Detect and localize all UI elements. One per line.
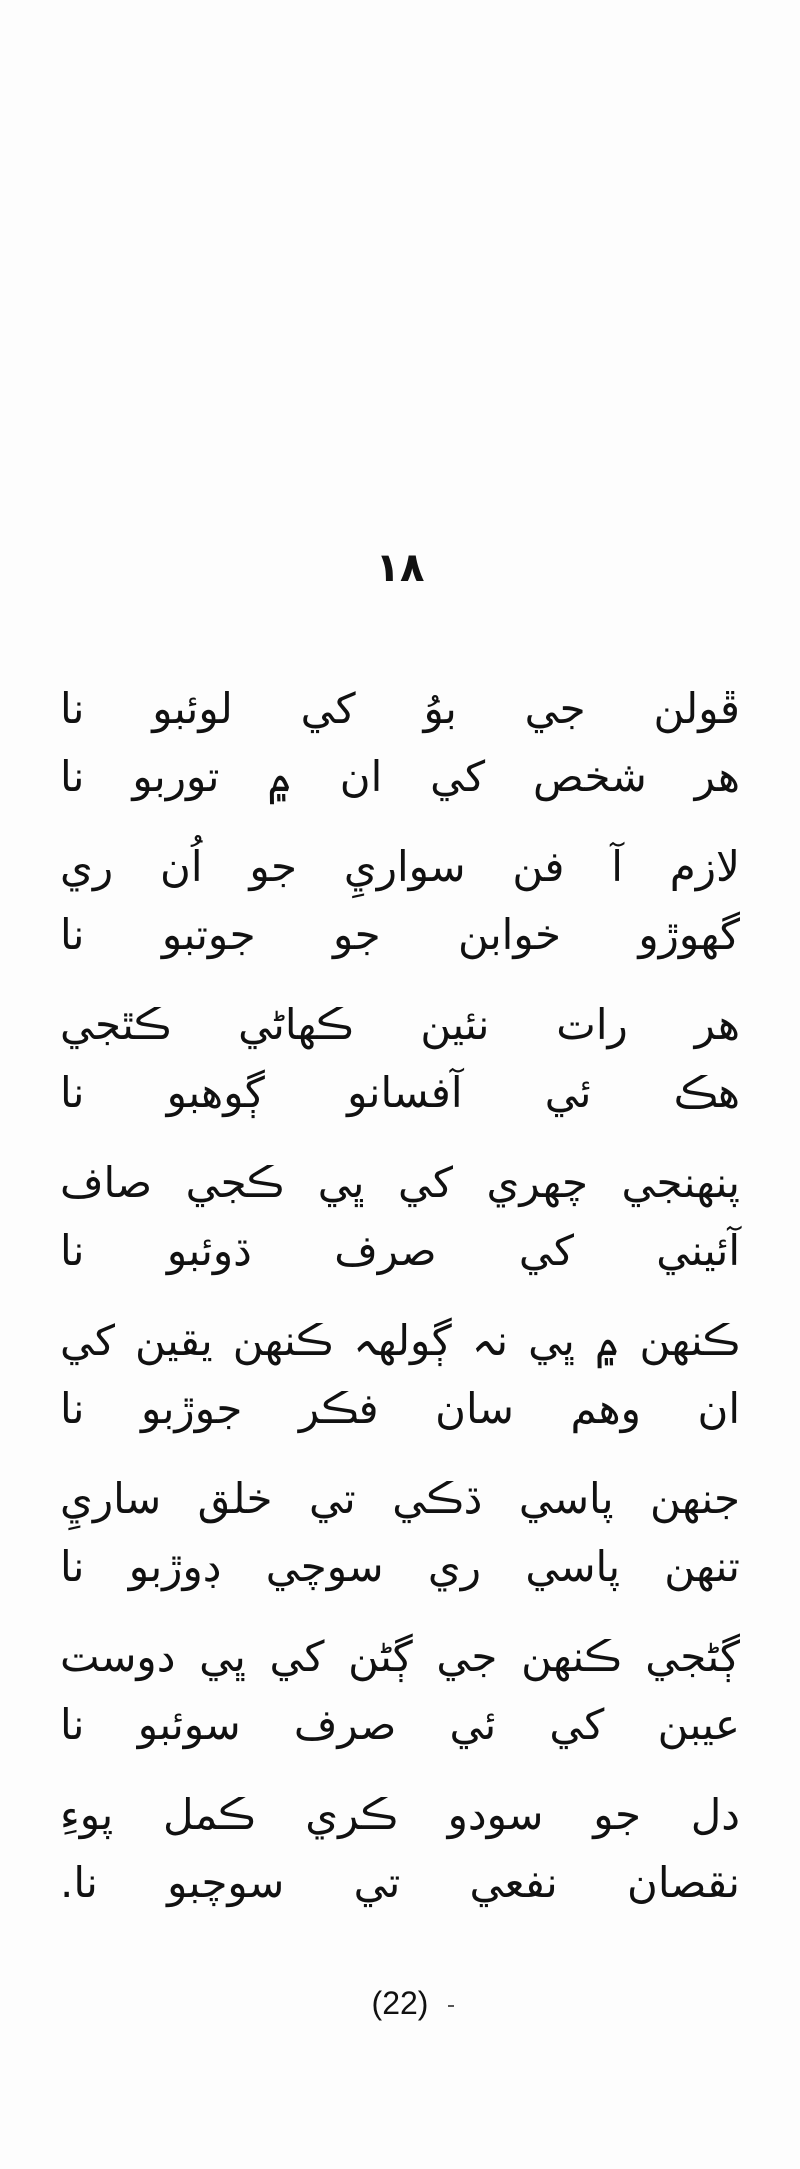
stanza	[60, 1623, 740, 1781]
verse-line: عيبن کي ئي صرف سوئبو نا	[60, 1700, 740, 1749]
stanza	[60, 833, 740, 991]
verse-line: پنهنجي چهري کي ڀي ڪجي صاف	[60, 1158, 740, 1207]
stanza	[60, 991, 740, 1149]
stanza	[60, 1149, 740, 1307]
verse-line: هر رات نئين ڪهاڻي ڪٿجي	[60, 1000, 740, 1049]
page-number: (22)	[371, 1985, 429, 2021]
verse-line: لازم آ فن سواريِ جو اُن ري	[60, 842, 740, 891]
verse-line: هڪ ئي آفسانو ڳوهبو نا	[60, 1068, 740, 1117]
stanza	[60, 1781, 740, 1939]
stanza	[60, 1465, 740, 1623]
verse-line: ڪنهن ۾ ڀي نہ ڳولهہ ڪنهن يقين کي	[60, 1316, 740, 1365]
stanza	[60, 675, 740, 833]
verse-line: نقصان نفعي تي سوچبو نا.	[60, 1858, 740, 1907]
poem-number: ۱۸	[375, 545, 425, 591]
verse-line: هر شخص کي ان ۾ توربو نا	[60, 752, 740, 801]
verse-line: آئيني کي صرف ڌوئبو نا	[60, 1226, 740, 1275]
verse-line: تنهن پاسي ري سوچي ڊوڙبو نا	[60, 1542, 740, 1591]
verse-line: ان وهم سان فڪر جوڙبو نا	[60, 1384, 740, 1433]
verse-line: دل جو سودو ڪري ڪمل پوءِ	[60, 1790, 740, 1839]
verse-line: ڳڻجي ڪنهن جي ڳڻن کي ڀي دوست	[60, 1632, 740, 1681]
verse-line: ڦولن جي بوُ کي لوئبو نا	[60, 684, 740, 733]
stray-dash-mark	[448, 2005, 454, 2007]
verse-line: گهوڙو خوابن جو جوتبو نا	[60, 910, 740, 959]
stanza	[60, 1307, 740, 1465]
verse-line: جنهن پاسي ڌڪي تي خلق ساريِ	[60, 1474, 740, 1523]
poem-body	[60, 675, 740, 1939]
